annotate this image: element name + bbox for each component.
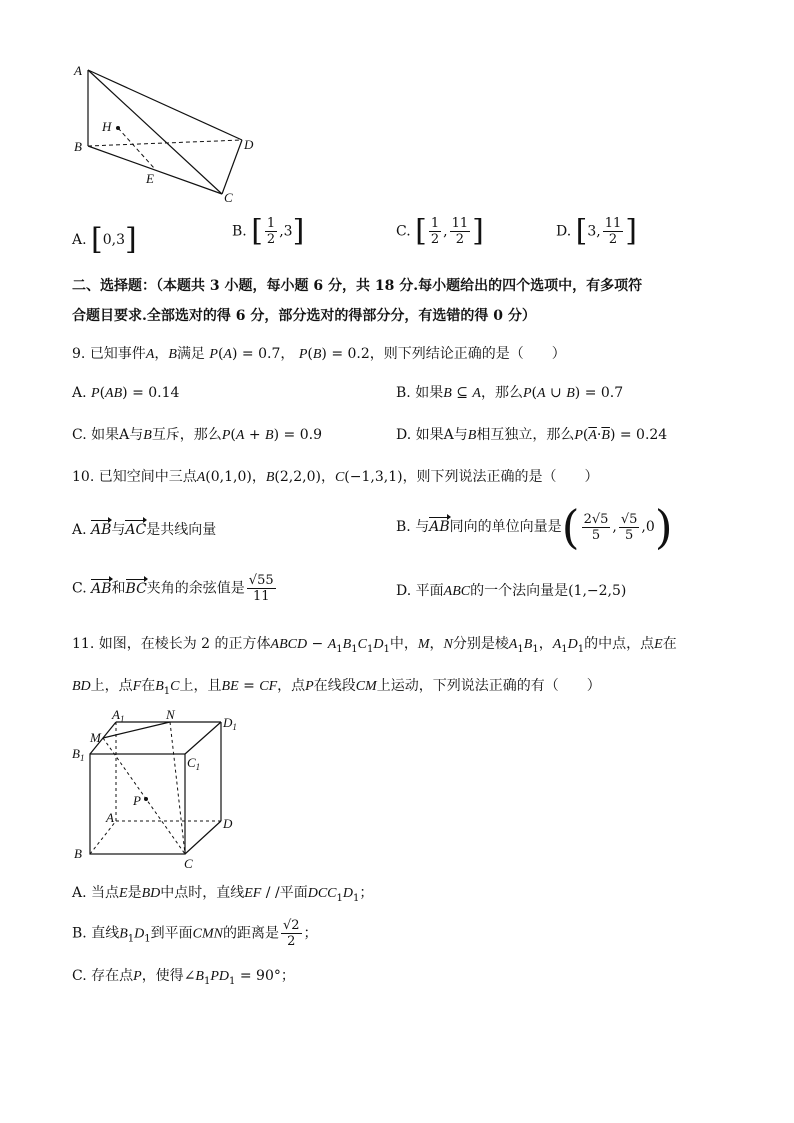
option-label: D. (396, 583, 412, 599)
frac-den: 2 (430, 232, 440, 247)
option-label: C. (72, 968, 87, 984)
frac-num: 1 (430, 216, 440, 231)
edge-cd (185, 821, 221, 854)
frac-num: 11 (451, 216, 469, 231)
stem-text: 上，点 (90, 678, 133, 694)
stem-text: 已知空间中三点 (98, 469, 197, 485)
option-label: A. (72, 232, 87, 248)
point-h (116, 126, 120, 130)
segment-he (118, 128, 154, 168)
stem-text: 的中点，点 (584, 636, 655, 652)
option-value: = 90° (239, 968, 281, 984)
option-text: 的距离是 (222, 925, 279, 942)
label-h: H (102, 119, 112, 134)
option-text: 直线 (91, 925, 120, 942)
stem-text: ，点 (277, 678, 306, 694)
option-text: 与 (453, 427, 468, 443)
point-p (144, 797, 148, 801)
option-label: D. (396, 427, 412, 443)
label-b1: $B_1$ (72, 746, 85, 763)
q9-option-d[interactable]: D. 如果A与B相互独立，那么$P(\overline{A}\cdot\overline{B}) = 0.24$ (396, 427, 668, 443)
label-n: N (166, 707, 175, 722)
option-label: A. (72, 385, 87, 401)
option-text: 平面 (279, 885, 308, 901)
segment-nc (170, 722, 185, 854)
option-text: 中点时，直线 (160, 885, 245, 901)
option-text: 如果 (415, 427, 444, 443)
option-text: 与 (129, 427, 144, 443)
option-text: 如果 (415, 385, 444, 401)
stem-value: = 0.2 (331, 346, 370, 362)
stem-text: ，则下列结论正确的是（ ） (369, 346, 566, 362)
stem-text: 如图，在棱长为 2 的正方体 (98, 636, 271, 652)
option-text: 如果 (91, 427, 120, 443)
stem-text: 中， (389, 636, 418, 652)
section-header-line1: 二、选择题：（本题共 3 小题，每小题 6 分，共 18 分.每小题给出的四个选项中，有多项符 (72, 278, 643, 294)
option-text: ； (359, 885, 374, 901)
label-a1: $A_1$ (112, 707, 125, 724)
question-number: 9. (72, 346, 86, 362)
option-label: B. (232, 223, 247, 240)
option-text: 当点 (91, 885, 120, 901)
option-text: ，那么 (480, 385, 523, 401)
option-text: 互斥，那么 (151, 427, 222, 443)
option-text: 与 (111, 522, 126, 538)
label-m: M (90, 730, 101, 745)
segment-mc (103, 738, 185, 854)
question-number: 11. (72, 636, 95, 652)
label-c1: $C_1$ (187, 755, 201, 772)
label-d1: $D_1$ (223, 715, 237, 732)
edge-bc (88, 146, 222, 194)
label-a: A (106, 810, 114, 825)
question-number: 10. (72, 469, 95, 485)
frac-den: 2 (266, 232, 276, 247)
option-text: 相互独立，那么 (476, 427, 575, 443)
frac-den: 2 (455, 232, 464, 247)
option-text: 与 (415, 519, 430, 535)
edge-ba (90, 821, 116, 854)
option-value: 0 (645, 519, 655, 535)
option-text: ； (280, 968, 295, 984)
stem-text: 在线段 (313, 678, 356, 694)
q9-option-b[interactable]: B. 如果B ⊆ A，那么P(A ∪ B) = 0.7 (396, 385, 624, 401)
frac-num: 2√5 (583, 511, 609, 527)
edge-c1d1 (185, 722, 221, 754)
option-text: 同向的单位向量是 (449, 519, 562, 535)
q10-option-c[interactable]: C. AB和BC夹角的余弦值是 $\frac{√55}{11}$ (72, 573, 274, 604)
q9-option-c[interactable]: C. 如果A与B互斥，那么P(A + B) = 0.9 (72, 427, 322, 443)
option-value: (1,−2,5) (568, 583, 627, 599)
label-e: E (146, 171, 154, 186)
frac-num: √5 (620, 511, 638, 527)
stem-text: 上运动，下列说法正确的有（ ） (376, 678, 601, 694)
option-text: 是 (127, 885, 142, 901)
label-c: C (224, 190, 233, 205)
option-value: = 0.14 (132, 385, 180, 401)
frac-den: 5 (624, 527, 634, 543)
option-label: C. (396, 223, 411, 240)
label-b: B (74, 846, 82, 861)
label-d: D (223, 816, 233, 831)
option-text: 存在点 (91, 968, 134, 984)
q11-option-b[interactable]: B. 直线$B_1D_1$到平面CMN的距离是 $\frac{√2}{2}$ ； (72, 918, 318, 949)
option-label: C. (72, 580, 87, 597)
frac-den: 2 (287, 934, 296, 949)
frac-num: √2 (282, 918, 300, 933)
frac-den: 2 (608, 232, 618, 247)
q8-option-a[interactable]: A. [0,3] (72, 222, 137, 257)
stem-value: = 0.7 (241, 346, 281, 362)
frac-num: 11 (604, 216, 622, 231)
q10-option-a[interactable]: A. AB与AC是共线向量 (72, 522, 217, 538)
point-a: (0,1,0) (205, 469, 252, 485)
option-label: B. (396, 385, 411, 401)
q11-option-a[interactable]: A. 当点E是BD中点时，直线EF / /平面$DCC_1D_1$； (72, 885, 374, 904)
q8-option-d[interactable]: D. [3, $\frac{11}{2}$ ] (556, 213, 637, 249)
stem-text: 上，且 (179, 678, 222, 694)
stem-text: 分别是棱 (452, 636, 509, 652)
option-label: B. (396, 519, 411, 535)
q10-option-b[interactable]: B. 与AB同向的单位向量是( $\frac{2√5}{5}$ , $\frac{√5}{5}$ ,0) (396, 500, 673, 554)
option-text: 是共线向量 (146, 522, 217, 538)
option-text: 到平面 (150, 925, 193, 942)
stem-text: 在 (141, 678, 156, 694)
option-value: = 0.24 (619, 427, 668, 443)
point-c: (−1,3,1) (344, 469, 403, 485)
stem-text: ，则下列说法正确的是（ ） (402, 469, 599, 485)
option-label: A. (72, 522, 87, 538)
option-text: ； (303, 925, 318, 942)
label-c: C (184, 856, 193, 870)
segment-mn (103, 722, 170, 738)
q9-stem: 9. 已知事件A，B满足 P(A) = 0.7， P(B) = 0.2，则下列结论正确的是（ ） (72, 346, 566, 362)
q10-option-d[interactable]: D. 平面ABC的一个法向量是(1,−2,5) (396, 583, 627, 599)
option-label: C. (72, 427, 87, 443)
q11-stem-line1: 11. 如图，在棱长为 2 的正方体ABCD − $A_1B_1C_1D_1$中，M，N分别是棱$A_1B_1$，$A_1D_1$的中点，点E在 (72, 636, 677, 655)
option-value: 3, (587, 223, 601, 240)
edge-dc (222, 140, 242, 194)
stem-text: 满足 (176, 346, 205, 362)
cube-figure (66, 706, 246, 870)
label-a: A (74, 63, 82, 78)
option-text: 和 (111, 580, 126, 597)
q8-option-b[interactable]: B. [ $\frac{1}{2}$ ,3] (232, 213, 305, 249)
option-label: A. (72, 885, 87, 901)
frac-num: √55 (248, 573, 274, 588)
label-b: B (74, 139, 82, 154)
option-text: ，使得 (141, 968, 184, 984)
frac-num: 1 (266, 216, 276, 231)
option-value: ,3 (279, 223, 293, 240)
label-d: D (244, 137, 254, 152)
q11-option-c[interactable]: C. 存在点P，使得$\angle B_1PD_1 = 90^\circ$； (72, 968, 295, 987)
q9-option-a[interactable]: A. P(AB) = 0.14 (72, 385, 180, 401)
q8-option-c[interactable]: C. [ $\frac{1}{2}$ , $\frac{11}{2}$ ] (396, 213, 484, 249)
label-p: P (133, 793, 141, 808)
frac-den: 5 (591, 527, 601, 543)
point-b: (2,2,0) (274, 469, 321, 485)
option-value: = 0.9 (283, 427, 322, 443)
stem-text: 已知事件 (89, 346, 146, 362)
q11-stem-line2: BD上，点F在$B_1C$上，且BE = CF，点P在线段CM上运动，下列说法正确的有（ ） (72, 678, 601, 697)
q10-stem: 10. 已知空间中三点A(0,1,0)，B(2,2,0)，C(−1,3,1)，则下列说法正确的是（ ） (72, 469, 599, 485)
stem-text: 在 (662, 636, 677, 652)
option-label: D. (556, 223, 572, 240)
option-value: = 0.7 (584, 385, 624, 401)
section-header-line2: 合题目要求.全部选对的得 6 分，部分选对的得部分分，有选错的得 0 分） (72, 308, 536, 324)
tetrahedron-figure (66, 56, 266, 206)
option-value: 0,3 (102, 232, 125, 248)
option-text: 平面 (415, 583, 444, 599)
frac-den: 11 (252, 589, 270, 604)
option-text: 夹角的余弦值是 (146, 580, 245, 597)
option-text: 的一个法向量是 (470, 583, 569, 599)
option-label: B. (72, 925, 87, 942)
